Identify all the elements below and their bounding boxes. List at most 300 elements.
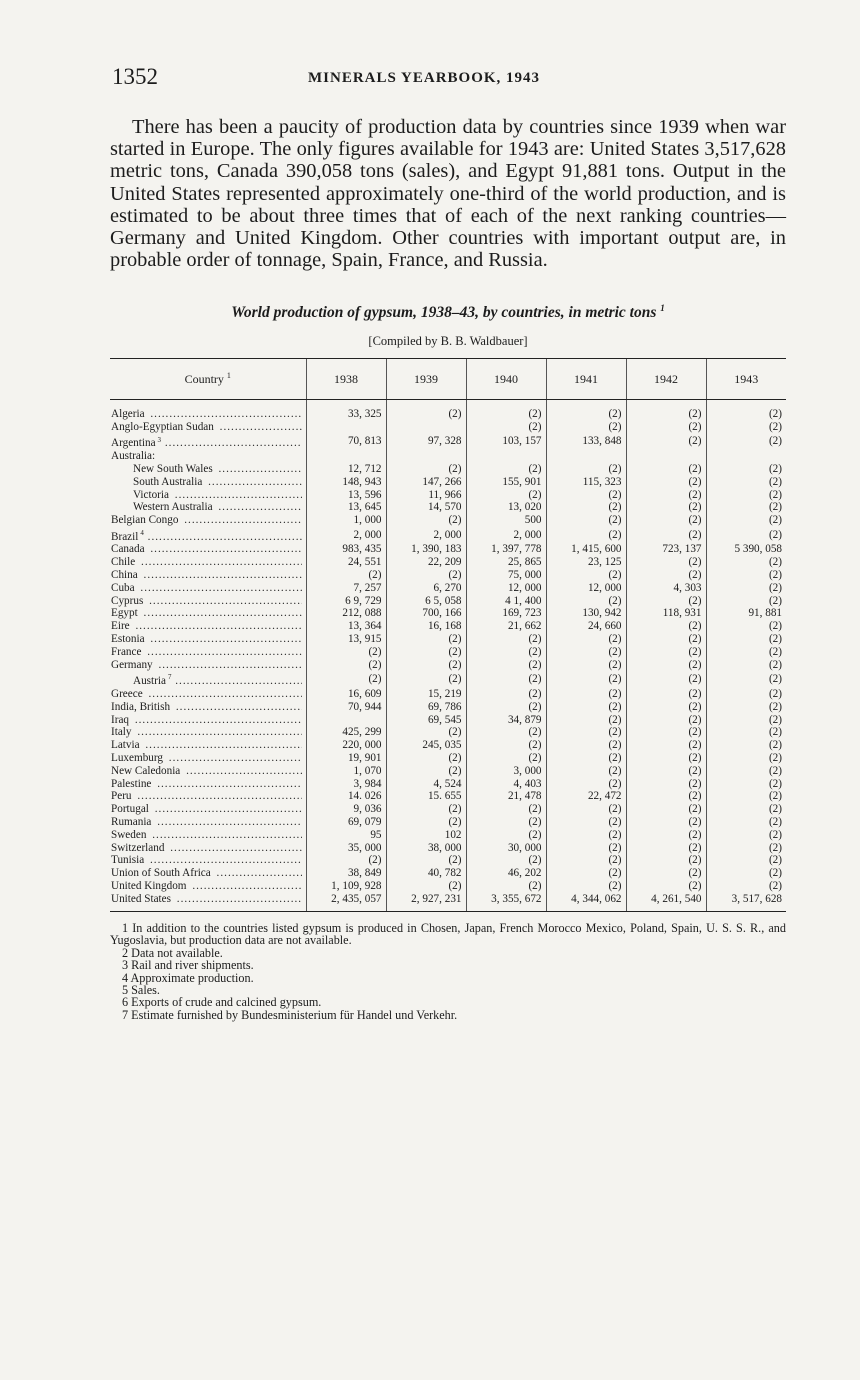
country-name: Greece xyxy=(111,687,143,700)
value-cell xyxy=(386,450,466,463)
table-row xyxy=(110,659,786,672)
table-row xyxy=(110,514,786,527)
value-cell: 6 9, 729 xyxy=(306,595,386,608)
value-cell: 40, 782 xyxy=(386,867,466,880)
value-cell: 245, 035 xyxy=(386,739,466,752)
value-cell: 2, 000 xyxy=(386,527,466,544)
value-cell: (2) xyxy=(386,726,466,739)
value-cell: (2) xyxy=(386,803,466,816)
country-cell xyxy=(110,842,306,855)
table-row xyxy=(110,816,786,829)
value-cell: (2) xyxy=(546,489,626,502)
value-cell: (2) xyxy=(706,489,786,502)
page-number: 1352 xyxy=(112,64,158,89)
country-label xyxy=(111,501,302,514)
value-cell: (2) xyxy=(626,829,706,842)
value-cell: (2) xyxy=(306,646,386,659)
value-cell: 24, 551 xyxy=(306,556,386,569)
value-cell: (2) xyxy=(386,569,466,582)
country-label xyxy=(111,739,302,752)
country-label xyxy=(111,790,302,803)
column-header-1942: 1942 xyxy=(626,359,706,400)
table-row xyxy=(110,880,786,893)
country-label xyxy=(111,514,302,527)
country-name: Latvia xyxy=(111,739,140,752)
value-cell: (2) xyxy=(466,701,546,714)
country-name: Argentina xyxy=(111,437,156,450)
value-cell: (2) xyxy=(626,803,706,816)
value-cell: 148, 943 xyxy=(306,476,386,489)
value-cell: 983, 435 xyxy=(306,543,386,556)
value-cell: 6, 270 xyxy=(386,582,466,595)
compiled-by: [Compiled by B. B. Waldbauer] xyxy=(368,334,528,348)
value-cell: 500 xyxy=(466,514,546,527)
value-cell: 16, 609 xyxy=(306,688,386,701)
table-row xyxy=(110,739,786,752)
country-name: Brazil xyxy=(111,530,139,543)
value-cell: (2) xyxy=(626,701,706,714)
table-row xyxy=(110,607,786,620)
value-cell: 13, 596 xyxy=(306,489,386,502)
value-cell: (2) xyxy=(466,633,546,646)
value-cell: 30, 000 xyxy=(466,842,546,855)
value-cell: (2) xyxy=(386,765,466,778)
footnote: 3 Rail and river shipments. xyxy=(122,958,254,973)
value-cell: 1, 109, 928 xyxy=(306,880,386,893)
value-cell: (2) xyxy=(626,463,706,476)
table-row xyxy=(110,671,786,688)
value-cell: 147, 266 xyxy=(386,476,466,489)
country-cell xyxy=(110,790,306,803)
table-spacer-row xyxy=(110,400,786,409)
value-cell: (2) xyxy=(386,816,466,829)
column-header-1940: 1940 xyxy=(466,359,546,400)
value-cell xyxy=(306,714,386,727)
country-label xyxy=(111,803,302,816)
country-label xyxy=(111,633,302,646)
value-cell: 15. 655 xyxy=(386,790,466,803)
value-cell: (2) xyxy=(466,739,546,752)
country-cell xyxy=(110,659,306,672)
value-cell xyxy=(626,450,706,463)
value-cell: 2, 435, 057 xyxy=(306,893,386,912)
country-name: Cuba xyxy=(111,581,135,594)
table-row xyxy=(110,688,786,701)
value-cell: (2) xyxy=(386,408,466,421)
country-cell xyxy=(110,714,306,727)
country-name: Victoria xyxy=(133,488,169,501)
value-cell xyxy=(546,450,626,463)
value-cell: (2) xyxy=(706,569,786,582)
value-cell: (2) xyxy=(626,501,706,514)
country-label xyxy=(111,463,302,476)
country-cell xyxy=(110,463,306,476)
value-cell: 723, 137 xyxy=(626,543,706,556)
country-label xyxy=(111,659,302,672)
value-cell: (2) xyxy=(466,803,546,816)
table-row xyxy=(110,714,786,727)
value-cell: (2) xyxy=(626,476,706,489)
country-cell xyxy=(110,893,306,912)
value-cell: (2) xyxy=(546,633,626,646)
country-label xyxy=(111,595,302,608)
country-cell xyxy=(110,620,306,633)
table-row xyxy=(110,752,786,765)
table-row xyxy=(110,726,786,739)
value-cell: 70, 813 xyxy=(306,434,386,451)
value-cell: 3, 984 xyxy=(306,778,386,791)
value-cell: (2) xyxy=(706,726,786,739)
value-cell: 1, 390, 183 xyxy=(386,543,466,556)
table-row xyxy=(110,646,786,659)
value-cell: (2) xyxy=(466,726,546,739)
value-cell: 21, 662 xyxy=(466,620,546,633)
value-cell: (2) xyxy=(626,527,706,544)
country-label xyxy=(111,582,302,595)
country-cell xyxy=(110,543,306,556)
table-row xyxy=(110,633,786,646)
table-row xyxy=(110,463,786,476)
value-cell: (2) xyxy=(466,408,546,421)
country-cell xyxy=(110,646,306,659)
value-cell: (2) xyxy=(546,829,626,842)
country-name: Austria xyxy=(133,675,166,688)
country-name: Cyprus xyxy=(111,594,144,607)
country-label xyxy=(111,880,302,893)
value-cell: (2) xyxy=(466,829,546,842)
country-name: Estonia xyxy=(111,633,145,646)
value-cell: (2) xyxy=(706,829,786,842)
country-name: India, British xyxy=(111,700,171,713)
value-cell: (2) xyxy=(706,714,786,727)
country-cell xyxy=(110,829,306,842)
country-label xyxy=(111,701,302,714)
country-cell xyxy=(110,450,306,463)
country-label xyxy=(111,450,302,463)
table-row xyxy=(110,450,786,463)
value-cell: 130, 942 xyxy=(546,607,626,620)
value-cell: (2) xyxy=(546,501,626,514)
value-cell: (2) xyxy=(626,765,706,778)
value-cell: 12, 000 xyxy=(546,582,626,595)
value-cell: (2) xyxy=(386,646,466,659)
country-cell xyxy=(110,803,306,816)
value-cell xyxy=(706,450,786,463)
table-title-text: World production of gypsum, 1938–43, by countries, in metric tons xyxy=(231,304,657,321)
value-cell: (2) xyxy=(466,752,546,765)
country-name: China xyxy=(111,569,138,582)
value-cell: (2) xyxy=(386,659,466,672)
table-row xyxy=(110,569,786,582)
value-cell: (2) xyxy=(626,867,706,880)
value-cell: 1, 070 xyxy=(306,765,386,778)
value-cell: (2) xyxy=(306,854,386,867)
footnote: 7 Estimate furnished by Bundesministerium für Handel und Verkehr. xyxy=(122,1007,458,1022)
value-cell: (2) xyxy=(626,688,706,701)
value-cell: (2) xyxy=(546,816,626,829)
value-cell: (2) xyxy=(626,671,706,688)
value-cell: (2) xyxy=(626,842,706,855)
country-name: Italy xyxy=(111,726,132,739)
country-name: Portugal xyxy=(111,803,149,816)
value-cell: (2) xyxy=(546,688,626,701)
table-row xyxy=(110,434,786,451)
value-cell: 118, 931 xyxy=(626,607,706,620)
table-row xyxy=(110,854,786,867)
value-cell: 220, 000 xyxy=(306,739,386,752)
value-cell: (2) xyxy=(546,714,626,727)
value-cell: (2) xyxy=(546,854,626,867)
column-header-1938: 1938 xyxy=(306,359,386,400)
country-name: Australia: xyxy=(111,450,156,463)
country-name: Union of South Africa xyxy=(111,867,211,880)
value-cell: (2) xyxy=(546,595,626,608)
country-cell xyxy=(110,408,306,421)
column-header-country xyxy=(110,359,306,400)
value-cell: 35, 000 xyxy=(306,842,386,855)
value-cell: (2) xyxy=(466,688,546,701)
country-cell xyxy=(110,514,306,527)
country-cell xyxy=(110,688,306,701)
country-cell xyxy=(110,527,306,544)
table-row xyxy=(110,501,786,514)
value-cell: 3, 355, 672 xyxy=(466,893,546,912)
value-cell: (2) xyxy=(626,880,706,893)
value-cell: 69, 079 xyxy=(306,816,386,829)
country-name: United States xyxy=(111,892,171,905)
value-cell: (2) xyxy=(546,765,626,778)
value-cell: 34, 879 xyxy=(466,714,546,727)
country-name: Eire xyxy=(111,620,130,633)
country-label xyxy=(111,607,302,620)
value-cell: 69, 786 xyxy=(386,701,466,714)
value-cell: (2) xyxy=(626,595,706,608)
country-label xyxy=(111,854,302,867)
country-cell xyxy=(110,434,306,451)
country-cell xyxy=(110,854,306,867)
country-cell xyxy=(110,739,306,752)
footnote: 5 Sales. xyxy=(122,983,160,998)
country-label xyxy=(111,867,302,880)
value-cell: 75, 000 xyxy=(466,569,546,582)
value-cell: (2) xyxy=(706,434,786,451)
value-cell: (2) xyxy=(386,854,466,867)
country-label xyxy=(111,688,302,701)
value-cell: (2) xyxy=(466,816,546,829)
value-cell: 169, 723 xyxy=(466,607,546,620)
table-row xyxy=(110,582,786,595)
value-cell: 70, 944 xyxy=(306,701,386,714)
country-label xyxy=(111,726,302,739)
value-cell: (2) xyxy=(466,880,546,893)
value-cell: (2) xyxy=(546,671,626,688)
value-cell: 3, 000 xyxy=(466,765,546,778)
value-cell: (2) xyxy=(466,854,546,867)
table-row xyxy=(110,842,786,855)
value-cell: (2) xyxy=(546,646,626,659)
value-cell: 24, 660 xyxy=(546,620,626,633)
country-name: Algeria xyxy=(111,408,145,420)
spacer-cell xyxy=(110,400,306,409)
value-cell: (2) xyxy=(706,582,786,595)
value-cell: 700, 166 xyxy=(386,607,466,620)
value-cell: 4, 344, 062 xyxy=(546,893,626,912)
page-header xyxy=(112,64,784,98)
footnote: 6 Exports of crude and calcined gypsum. xyxy=(122,995,322,1010)
value-cell: (2) xyxy=(706,701,786,714)
value-cell: (2) xyxy=(386,514,466,527)
country-cell xyxy=(110,501,306,514)
country-name: France xyxy=(111,645,142,658)
value-cell: 4, 303 xyxy=(626,582,706,595)
country-note: 7 xyxy=(167,673,172,682)
value-cell: (2) xyxy=(706,595,786,608)
value-cell: (2) xyxy=(626,816,706,829)
value-cell: (2) xyxy=(626,489,706,502)
value-cell: 14. 026 xyxy=(306,790,386,803)
value-cell: (2) xyxy=(626,633,706,646)
value-cell: (2) xyxy=(546,659,626,672)
country-cell xyxy=(110,867,306,880)
value-cell: 46, 202 xyxy=(466,867,546,880)
value-cell: (2) xyxy=(546,527,626,544)
country-label xyxy=(111,527,302,544)
country-label xyxy=(111,620,302,633)
value-cell: (2) xyxy=(546,726,626,739)
value-cell: (2) xyxy=(626,556,706,569)
value-cell: 14, 570 xyxy=(386,501,466,514)
value-cell: 1, 397, 778 xyxy=(466,543,546,556)
table-row xyxy=(110,421,786,434)
value-cell: (2) xyxy=(706,556,786,569)
table-header xyxy=(110,359,786,400)
country-name: Egypt xyxy=(111,607,138,620)
column-header-1941: 1941 xyxy=(546,359,626,400)
value-cell: 102 xyxy=(386,829,466,842)
country-name: Anglo-Egyptian Sudan xyxy=(111,420,214,433)
value-cell: (2) xyxy=(706,880,786,893)
value-cell: 7, 257 xyxy=(306,582,386,595)
country-cell xyxy=(110,633,306,646)
table-row xyxy=(110,778,786,791)
value-cell: (2) xyxy=(626,514,706,527)
table-row xyxy=(110,765,786,778)
value-cell: (2) xyxy=(546,803,626,816)
country-label xyxy=(111,842,302,855)
value-cell: 97, 328 xyxy=(386,434,466,451)
value-cell: (2) xyxy=(706,501,786,514)
value-cell: 9, 036 xyxy=(306,803,386,816)
country-label xyxy=(111,893,302,906)
value-cell: 1, 415, 600 xyxy=(546,543,626,556)
value-cell: (2) xyxy=(546,421,626,434)
table-row xyxy=(110,867,786,880)
country-name: Iraq xyxy=(111,713,130,726)
value-cell xyxy=(306,421,386,434)
value-cell: (2) xyxy=(706,514,786,527)
value-cell: 1, 000 xyxy=(306,514,386,527)
value-cell: 103, 157 xyxy=(466,434,546,451)
country-cell xyxy=(110,816,306,829)
running-head: MINERALS YEARBOOK, 1943 xyxy=(308,70,541,86)
value-cell: 21, 478 xyxy=(466,790,546,803)
table-row xyxy=(110,527,786,544)
country-label xyxy=(111,489,302,502)
value-cell: 2, 000 xyxy=(306,527,386,544)
value-cell: (2) xyxy=(706,633,786,646)
value-cell: (2) xyxy=(306,659,386,672)
table-row xyxy=(110,620,786,633)
spacer-cell xyxy=(466,400,546,409)
value-cell: (2) xyxy=(546,739,626,752)
value-cell: (2) xyxy=(386,880,466,893)
country-cell xyxy=(110,752,306,765)
value-cell: (2) xyxy=(706,476,786,489)
spacer-cell xyxy=(386,400,466,409)
value-cell: 6 5, 058 xyxy=(386,595,466,608)
value-cell: (2) xyxy=(706,790,786,803)
country-name: New South Wales xyxy=(133,462,213,475)
value-cell: 22, 209 xyxy=(386,556,466,569)
country-label xyxy=(111,671,302,688)
country-label xyxy=(111,476,302,489)
country-label xyxy=(111,714,302,727)
country-name: Canada xyxy=(111,543,145,556)
spacer-cell xyxy=(306,400,386,409)
value-cell: (2) xyxy=(706,671,786,688)
country-cell xyxy=(110,671,306,688)
country-name: Palestine xyxy=(111,777,152,790)
value-cell: (2) xyxy=(626,739,706,752)
value-cell: 2, 000 xyxy=(466,527,546,544)
value-cell: 13, 020 xyxy=(466,501,546,514)
country-name: Belgian Congo xyxy=(111,514,179,527)
value-cell: (2) xyxy=(706,816,786,829)
table-title-note: 1 xyxy=(660,302,665,313)
country-cell xyxy=(110,489,306,502)
value-cell: (2) xyxy=(706,421,786,434)
value-cell: (2) xyxy=(706,646,786,659)
value-cell: 13, 915 xyxy=(306,633,386,646)
value-cell: 4, 524 xyxy=(386,778,466,791)
value-cell: (2) xyxy=(546,867,626,880)
value-cell: (2) xyxy=(626,659,706,672)
value-cell: (2) xyxy=(706,752,786,765)
value-cell: (2) xyxy=(626,778,706,791)
value-cell: (2) xyxy=(386,671,466,688)
country-cell xyxy=(110,726,306,739)
country-note: 4 xyxy=(140,528,144,537)
value-cell: (2) xyxy=(706,688,786,701)
country-name: Peru xyxy=(111,790,132,803)
value-cell: (2) xyxy=(546,514,626,527)
table-row xyxy=(110,595,786,608)
value-cell: (2) xyxy=(306,671,386,688)
value-cell: (2) xyxy=(626,714,706,727)
country-cell xyxy=(110,569,306,582)
value-cell: (2) xyxy=(466,421,546,434)
country-name: Tunisia xyxy=(111,854,145,867)
value-cell: (2) xyxy=(466,671,546,688)
value-cell: 16, 168 xyxy=(386,620,466,633)
column-header-1943: 1943 xyxy=(706,359,786,400)
column-header-label: Country xyxy=(184,372,224,386)
table-row xyxy=(110,556,786,569)
value-cell: (2) xyxy=(706,842,786,855)
value-cell: 19, 901 xyxy=(306,752,386,765)
country-name: New Caledonia xyxy=(111,764,181,777)
value-cell: 15, 219 xyxy=(386,688,466,701)
